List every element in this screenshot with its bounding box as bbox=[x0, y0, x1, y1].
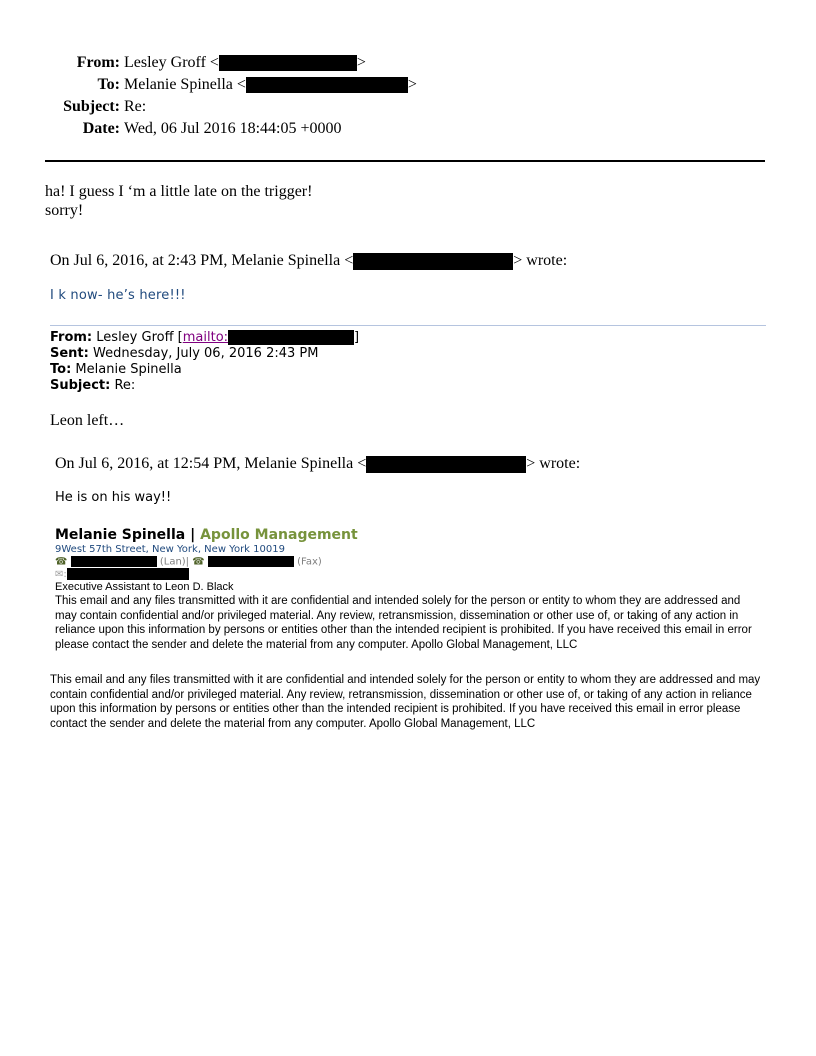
mailto-link[interactable]: mailto: bbox=[183, 330, 354, 345]
signature-email-row bbox=[55, 568, 358, 580]
quoted-message-2: He is on his way!! bbox=[55, 490, 172, 505]
header-from-row bbox=[0, 52, 816, 74]
to-value: Melanie Spinella < > bbox=[124, 76, 417, 93]
header-date-row bbox=[0, 118, 816, 140]
header-subject-row bbox=[0, 96, 816, 118]
date-label: Date: bbox=[82, 120, 120, 137]
email-signature bbox=[55, 527, 358, 593]
reply-line-1: ha! I guess I ‘m a little late on the trigger! bbox=[45, 183, 313, 200]
from-label: From: bbox=[76, 54, 120, 71]
quoted-message-1: I k now- he’s here!!! bbox=[50, 288, 186, 303]
redaction-block bbox=[67, 568, 189, 580]
redaction-block bbox=[246, 77, 408, 93]
forwarded-message: Leon left… bbox=[50, 412, 125, 429]
forward-divider bbox=[50, 325, 766, 326]
reply-body bbox=[45, 182, 312, 220]
signature-title: Executive Assistant to Leon D. Black bbox=[55, 580, 234, 593]
signature-name-line: Melanie Spinella | Apollo Management bbox=[55, 527, 358, 543]
to-label: To: bbox=[97, 76, 120, 93]
reply-line-2: sorry! bbox=[45, 202, 84, 219]
redaction-block bbox=[366, 456, 526, 473]
subject-value: Re: bbox=[124, 98, 147, 115]
fwd-subject-row: Subject: Re: bbox=[50, 378, 136, 393]
mail-icon: ✉: bbox=[55, 568, 67, 580]
subject-label: Subject: bbox=[63, 98, 120, 115]
redaction-block bbox=[228, 330, 354, 345]
from-value: Lesley Groff < > bbox=[124, 54, 366, 71]
phone-icon: ☎ bbox=[192, 556, 205, 568]
redaction-block bbox=[353, 253, 513, 270]
signature-company: Apollo Management bbox=[200, 527, 358, 543]
quote-attribution-2: On Jul 6, 2016, at 12:54 PM, Melanie Spinella < > wrote: bbox=[55, 455, 581, 472]
phone-icon: ☎ bbox=[55, 556, 68, 568]
redaction-block bbox=[219, 55, 357, 71]
redaction-block bbox=[208, 556, 294, 567]
header-divider bbox=[45, 160, 765, 162]
redaction-block bbox=[71, 556, 157, 567]
disclaimer-inner: This email and any files transmitted with it are confidential and intended solely for the person or entity to whom they are addressed and may contain confidential and/or privileged material. Any review, retransmission, dissemination or other use of, or taking of any action in reliance upon this information by persons or entities other than the intended recipient is prohibited. If you have received this email in error please contact the sender and delete the material from any computer. Apollo Global Management, LLC bbox=[55, 595, 752, 651]
signature-address: 9West 57th Street, New York, New York 10019 bbox=[55, 544, 285, 555]
fwd-from-row: From: Lesley Groff [mailto: ] bbox=[50, 330, 360, 345]
forwarded-header bbox=[50, 330, 359, 394]
quote-attribution-1: On Jul 6, 2016, at 2:43 PM, Melanie Spinella < > wrote: bbox=[50, 252, 568, 269]
disclaimer-outer: This email and any files transmitted with it are confidential and intended solely for the person or entity to whom they are addressed and may contain confidential and/or privileged material. Any review, retransmission, dissemination or other use of, or taking of any action in reliance upon this information by persons or entities other than the intended recipient is prohibited. If you have received this email in error please contact the sender and delete the material from any computer. Apollo Global Management, LLC bbox=[50, 674, 761, 730]
email-header bbox=[0, 52, 816, 140]
date-value: Wed, 06 Jul 2016 18:44:05 +0000 bbox=[124, 120, 342, 137]
header-to-row bbox=[0, 74, 816, 96]
fwd-to-row: To: Melanie Spinella bbox=[50, 362, 182, 377]
signature-phones: ☎ (Lan)| ☎ (Fax) bbox=[55, 556, 322, 568]
fwd-sent-row: Sent: Wednesday, July 06, 2016 2:43 PM bbox=[50, 346, 319, 361]
